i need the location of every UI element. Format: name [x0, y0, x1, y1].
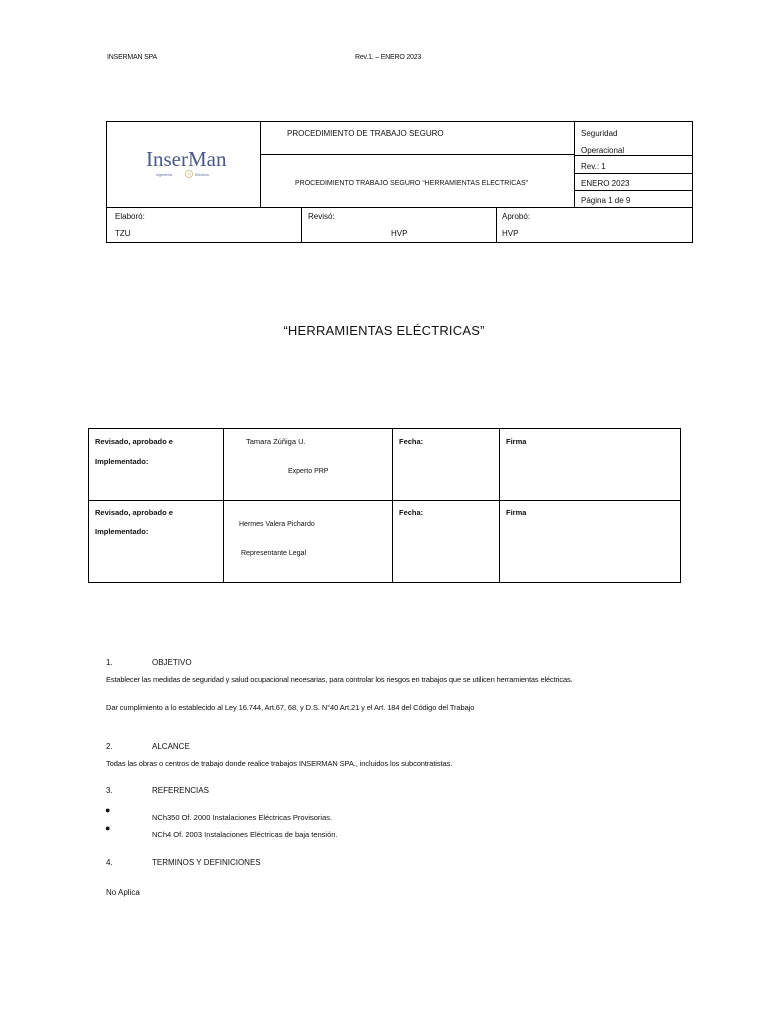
section4-title: TERMINOS Y DEFINICIONES	[152, 858, 261, 867]
row2-fecha: Fecha:	[399, 508, 424, 517]
header-company: INSERMAN SPA	[107, 54, 157, 61]
svg-text:Eléctrica: Eléctrica	[195, 173, 209, 177]
row1-fecha: Fecha:	[399, 437, 424, 446]
elaboro-value: TZU	[115, 229, 131, 238]
revision-date: ENERO 2023	[581, 179, 630, 188]
row2-label-line2: Implementado:	[95, 527, 149, 536]
aprobo-label: Aprobó:	[502, 212, 531, 221]
bullet-icon: ●	[105, 823, 111, 833]
row2-firma: Firma	[506, 508, 527, 517]
row1-role: Experto PRP	[288, 468, 329, 475]
section1-number: 1.	[106, 658, 113, 667]
signature-table	[88, 428, 681, 583]
revision-number: Rev.: 1	[581, 162, 606, 171]
header-revision: Rev.1. – ENERO 2023	[355, 54, 422, 61]
section2-paragraph1: Todas las obras o centros de trabajo donde realice trabajos INSERMAN SPA., incluidos los subcontratistas.	[106, 759, 453, 768]
row2-label-line1: Revisado, aprobado e	[95, 508, 173, 517]
row1-label-line1: Revisado, aprobado e	[95, 437, 173, 446]
section1-paragraph1: Establecer las medidas de seguridad y salud ocupacional necesarias, para controlar los riesgos en trabajos que se utilicen herramientas eléctricas.	[106, 675, 573, 684]
section1-title: OBJETIVO	[152, 658, 192, 667]
document-title: “HERRAMIENTAS ELÉCTRICAS”	[283, 323, 485, 338]
reviso-value: HVP	[391, 229, 408, 238]
row1-name: Tamara Zúñiga U.	[246, 437, 306, 446]
section1-paragraph2: Dar cumplimiento a lo establecido al Ley 16.744, Art.67, 68, y D.S. N°40 Art.21 y el Art. 184 del Código del Trabajo	[106, 703, 475, 712]
svg-text:Ingeniería: Ingeniería	[156, 173, 172, 177]
reference-item: NCh4 Of. 2003 Instalaciones Eléctricas de baja tensión.	[152, 830, 338, 839]
procedure-subtitle: PROCEDIMIENTO TRABAJO SEGURO “HERRAMIENTAS ELECTRICAS”	[295, 180, 528, 187]
page-count: Página 1 de 9	[581, 196, 631, 205]
reviso-label: Revisó:	[308, 212, 335, 221]
section3-number: 3.	[106, 786, 113, 795]
procedure-title: PROCEDIMIENTO DE TRABAJO SEGURO	[287, 129, 444, 138]
control-table	[106, 121, 693, 243]
category-line1: Seguridad	[581, 129, 618, 138]
row1-label-line2: Implementado:	[95, 457, 149, 466]
section4-paragraph1: No Aplica	[106, 888, 140, 897]
row2-name: Hermes Valera Pichardo	[239, 521, 315, 528]
section3-title: REFERENCIAS	[152, 786, 209, 795]
section2-number: 2.	[106, 742, 113, 751]
section4-number: 4.	[106, 858, 113, 867]
company-logo	[144, 141, 234, 191]
category-line2: Operacional	[581, 146, 625, 155]
section2-title: ALCANCE	[152, 742, 190, 751]
reference-item: NCh350 Of. 2000 Instalaciones Eléctricas Provisorias.	[152, 813, 333, 822]
aprobo-value: HVP	[502, 229, 519, 238]
row2-role: Representante Legal	[241, 550, 306, 557]
elaboro-label: Elaboró:	[115, 212, 145, 221]
bullet-icon: ●	[105, 805, 111, 815]
row1-firma: Firma	[506, 437, 527, 446]
svg-text:InserMan: InserMan	[146, 147, 227, 171]
